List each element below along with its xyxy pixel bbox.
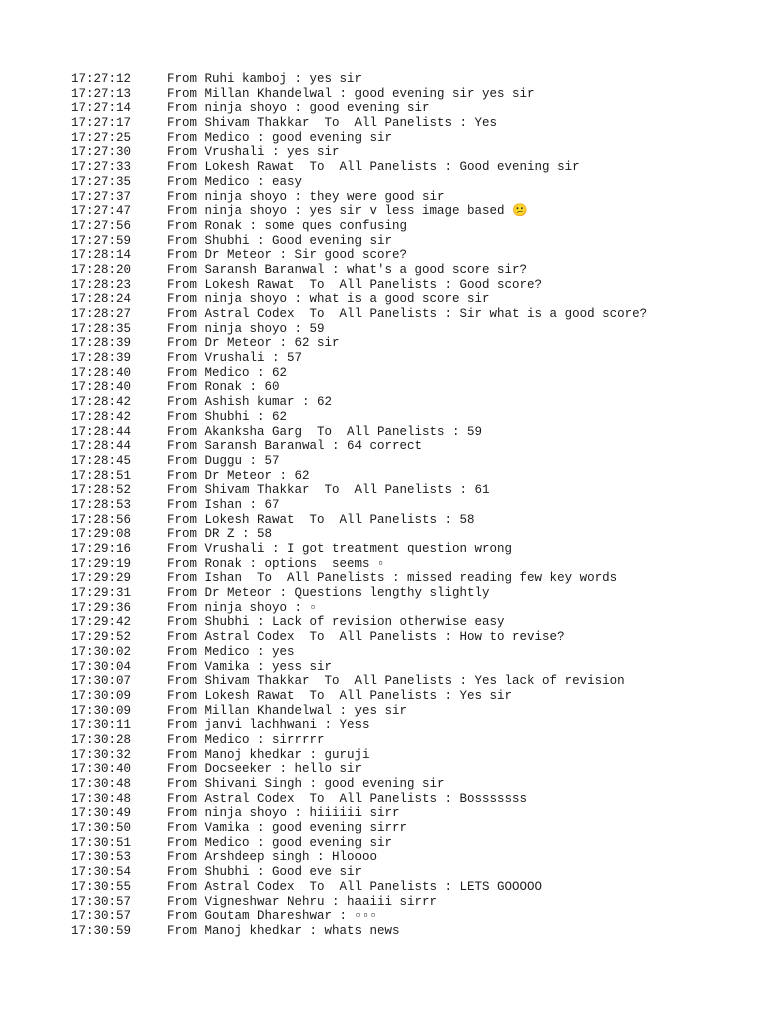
entry-message: From Medico : 62 <box>167 365 288 380</box>
entry-message: From Astral Codex To All Panelists : Sir what is a good score? <box>167 307 648 321</box>
entry-timestamp: 17:30:11 <box>71 718 132 733</box>
entry-timestamp: 17:30:55 <box>71 879 132 894</box>
entry-message: From Shubhi : 62 <box>167 409 288 424</box>
entry-timestamp: 17:27:14 <box>71 101 132 116</box>
entry-timestamp: 17:30:09 <box>71 688 132 703</box>
chat-log-entry <box>71 454 647 469</box>
entry-timestamp: 17:28:40 <box>71 380 132 395</box>
entry-timestamp: 17:27:37 <box>71 189 132 204</box>
chat-log-entry <box>71 674 647 689</box>
entry-timestamp: 17:30:53 <box>71 850 132 865</box>
entry-message: From Vrushali : I got treatment question wrong <box>167 542 513 556</box>
entry-timestamp: 17:30:50 <box>71 821 132 836</box>
entry-message: From Shivani Singh : good evening sir <box>167 777 445 791</box>
entry-timestamp: 17:30:09 <box>71 703 132 718</box>
entry-timestamp: 17:27:33 <box>71 160 132 175</box>
entry-timestamp: 17:30:04 <box>71 659 132 674</box>
entry-timestamp: 17:27:56 <box>71 218 132 233</box>
entry-timestamp: 17:27:30 <box>71 145 132 160</box>
entry-message: From Lokesh Rawat To All Panelists : 58 <box>167 512 475 527</box>
entry-message: From Astral Codex To All Panelists : How to revise? <box>167 630 565 645</box>
entry-timestamp: 17:28:23 <box>71 277 132 292</box>
entry-message: From Goutam Dhareshwar : ▫▫▫ <box>167 909 378 924</box>
chat-log-entry <box>71 557 647 572</box>
chat-log-entry <box>71 395 647 410</box>
chat-log-entry <box>71 234 647 249</box>
entry-timestamp: 17:27:59 <box>71 233 132 248</box>
entry-timestamp: 17:29:36 <box>71 600 132 615</box>
entry-timestamp: 17:28:44 <box>71 424 132 439</box>
entry-timestamp: 17:28:35 <box>71 321 132 336</box>
chat-log-entry <box>71 748 647 763</box>
chat-log-entry <box>71 909 647 924</box>
chat-log-entry <box>71 850 647 865</box>
entry-timestamp: 17:27:25 <box>71 130 132 145</box>
entry-message: From Vamika : good evening sirrr <box>167 821 408 836</box>
entry-message: From Vrushali : yes sir <box>167 145 340 160</box>
chat-log-entry <box>71 762 647 777</box>
chat-log-entry <box>71 116 647 131</box>
entry-message: From Shubhi : Lack of revision otherwise easy <box>167 615 505 630</box>
entry-message: From Manoj khedkar : whats news <box>167 923 400 938</box>
chat-log-entry <box>71 806 647 821</box>
chat-log-entry <box>71 498 647 513</box>
entry-timestamp: 17:28:24 <box>71 292 132 307</box>
entry-timestamp: 17:30:07 <box>71 674 132 689</box>
entry-timestamp: 17:28:56 <box>71 512 132 527</box>
entry-timestamp: 17:27:12 <box>71 72 132 86</box>
entry-message: From Saransh Baranwal : 64 correct <box>167 439 423 454</box>
entry-timestamp: 17:28:14 <box>71 248 132 263</box>
chat-log-entry <box>71 660 647 675</box>
chat-log-entry <box>71 248 647 263</box>
chat-log-entry <box>71 263 647 278</box>
chat-log-entry <box>71 704 647 719</box>
chat-log-entry <box>71 175 647 190</box>
entry-timestamp: 17:28:40 <box>71 365 132 380</box>
chat-log-entry <box>71 865 647 880</box>
entry-timestamp: 17:29:16 <box>71 542 132 556</box>
entry-message: From Astral Codex To All Panelists : Bosssssss <box>167 791 528 806</box>
entry-timestamp: 17:27:35 <box>71 174 132 189</box>
entry-message: From Millan Khandelwal : good evening sir yes sir <box>167 86 535 101</box>
entry-message: From Shivam Thakkar To All Panelists : 61 <box>167 483 490 498</box>
chat-log-entry <box>71 483 647 498</box>
entry-message: From Millan Khandelwal : yes sir <box>167 703 408 718</box>
chat-log-entry <box>71 821 647 836</box>
entry-message: From Medico : sirrrrr <box>167 732 325 747</box>
entry-timestamp: 17:30:57 <box>71 909 132 924</box>
entry-timestamp: 17:30:51 <box>71 835 132 850</box>
chat-log-entry <box>71 542 647 557</box>
entry-message: From Dr Meteor : Questions lengthy slightly <box>167 586 490 601</box>
entry-timestamp: 17:29:08 <box>71 527 132 542</box>
entry-message: From Ronak : options seems ▫ <box>167 556 385 571</box>
entry-message: From Ruhi kamboj : yes sir <box>167 72 363 86</box>
entry-timestamp: 17:30:48 <box>71 777 132 791</box>
chat-log-entry <box>71 322 647 337</box>
entry-message: From Astral Codex To All Panelists : LETS GOOOOO <box>167 879 543 894</box>
entry-message: From DR Z : 58 <box>167 527 273 542</box>
entry-timestamp: 17:28:44 <box>71 439 132 454</box>
entry-message: From Lokesh Rawat To All Panelists : Good score? <box>167 277 543 292</box>
chat-log-entry <box>71 87 647 102</box>
entry-timestamp: 17:27:47 <box>71 204 132 219</box>
entry-timestamp: 17:28:20 <box>71 262 132 277</box>
entry-message: From Ishan To All Panelists : missed reading few key words <box>167 571 618 586</box>
entry-timestamp: 17:30:28 <box>71 732 132 747</box>
chat-log-entry <box>71 380 647 395</box>
entry-message: From Arshdeep singh : Hloooo <box>167 850 378 865</box>
entry-message: From Vamika : yess sir <box>167 659 333 674</box>
entry-timestamp: 17:30:59 <box>71 923 132 938</box>
entry-message: From Saransh Baranwal : what's a good score sir? <box>167 262 528 277</box>
chat-log-entry <box>71 733 647 748</box>
entry-message: From Medico : yes <box>167 644 295 659</box>
entry-timestamp: 17:28:53 <box>71 497 132 512</box>
entry-timestamp: 17:28:39 <box>71 351 132 366</box>
chat-log-entry <box>71 895 647 910</box>
chat-log-entry <box>71 292 647 307</box>
entry-message: From Vigneshwar Nehru : haaiii sirrr <box>167 894 438 909</box>
entry-message: From ninja shoyo : yes sir v less image based 😕 <box>167 204 528 219</box>
entry-timestamp: 17:29:52 <box>71 630 132 645</box>
entry-message: From Ishan : 67 <box>167 497 280 512</box>
entry-timestamp: 17:30:48 <box>71 791 132 806</box>
chat-log-entry <box>71 527 647 542</box>
entry-timestamp: 17:28:52 <box>71 483 132 498</box>
entry-timestamp: 17:28:51 <box>71 468 132 483</box>
entry-timestamp: 17:29:29 <box>71 571 132 586</box>
entry-message: From ninja shoyo : ▫ <box>167 600 318 615</box>
entry-message: From ninja shoyo : hiiiiii sirr <box>167 806 400 821</box>
entry-timestamp: 17:29:42 <box>71 615 132 630</box>
entry-message: From Shubhi : Good eve sir <box>167 865 363 880</box>
entry-message: From Ronak : some ques confusing <box>167 218 408 233</box>
chat-log-entry <box>71 336 647 351</box>
chat-log-entry <box>71 190 647 205</box>
chat-log-entry <box>71 792 647 807</box>
entry-message: From Shivam Thakkar To All Panelists : Yes lack of revision <box>167 674 625 689</box>
entry-message: From Ashish kumar : 62 <box>167 395 333 410</box>
chat-log-entry <box>71 777 647 792</box>
entry-message: From Akanksha Garg To All Panelists : 59 <box>167 424 483 439</box>
entry-timestamp: 17:28:42 <box>71 395 132 410</box>
entry-timestamp: 17:30:32 <box>71 747 132 762</box>
chat-log-entry <box>71 586 647 601</box>
entry-message: From ninja shoyo : what is a good score sir <box>167 292 490 307</box>
chat-log-entry <box>71 718 647 733</box>
entry-timestamp: 17:30:40 <box>71 762 132 777</box>
entry-message: From Ronak : 60 <box>167 380 280 395</box>
chat-log <box>71 72 647 939</box>
entry-message: From janvi lachhwani : Yess <box>167 718 370 733</box>
entry-timestamp: 17:27:17 <box>71 116 132 131</box>
chat-log-entry <box>71 630 647 645</box>
entry-message: From Dr Meteor : 62 sir <box>167 336 340 351</box>
entry-timestamp: 17:28:27 <box>71 307 132 321</box>
entry-message: From Medico : good evening sir <box>167 130 393 145</box>
chat-log-entry <box>71 645 647 660</box>
entry-message: From Lokesh Rawat To All Panelists : Good evening sir <box>167 160 580 175</box>
entry-message: From Vrushali : 57 <box>167 351 303 366</box>
chat-log-entry <box>71 410 647 425</box>
chat-log-entry <box>71 101 647 116</box>
chat-log-entry <box>71 836 647 851</box>
entry-message: From Medico : easy <box>167 174 303 189</box>
chat-log-entry <box>71 278 647 293</box>
chat-log-entry <box>71 513 647 528</box>
chat-log-entry <box>71 145 647 160</box>
entry-timestamp: 17:28:42 <box>71 409 132 424</box>
entry-timestamp: 17:30:49 <box>71 806 132 821</box>
entry-message: From Medico : good evening sir <box>167 835 393 850</box>
entry-message: From ninja shoyo : they were good sir <box>167 189 445 204</box>
entry-message: From Duggu : 57 <box>167 453 280 468</box>
entry-message: From Shubhi : Good evening sir <box>167 233 393 248</box>
entry-timestamp: 17:30:54 <box>71 865 132 880</box>
chat-log-entry <box>71 689 647 704</box>
entry-timestamp: 17:28:39 <box>71 336 132 351</box>
entry-timestamp: 17:30:57 <box>71 894 132 909</box>
chat-log-entry <box>71 204 647 219</box>
entry-message: From Dr Meteor : Sir good score? <box>167 248 408 263</box>
chat-log-entry <box>71 351 647 366</box>
entry-message: From Manoj khedkar : guruji <box>167 747 370 762</box>
entry-message: From Lokesh Rawat To All Panelists : Yes sir <box>167 688 513 703</box>
entry-timestamp: 17:29:19 <box>71 556 132 571</box>
chat-log-entry <box>71 924 647 939</box>
chat-log-entry <box>71 601 647 616</box>
entry-timestamp: 17:29:31 <box>71 586 132 601</box>
chat-log-entry <box>71 366 647 381</box>
entry-message: From Shivam Thakkar To All Panelists : Yes <box>167 116 498 131</box>
chat-log-entry <box>71 469 647 484</box>
chat-log-entry <box>71 425 647 440</box>
chat-log-entry <box>71 439 647 454</box>
entry-message: From ninja shoyo : 59 <box>167 321 325 336</box>
chat-log-entry <box>71 72 647 87</box>
entry-message: From Dr Meteor : 62 <box>167 468 310 483</box>
chat-log-entry <box>71 219 647 234</box>
chat-log-entry <box>71 880 647 895</box>
chat-log-entry <box>71 307 647 322</box>
entry-timestamp: 17:30:02 <box>71 644 132 659</box>
chat-log-entry <box>71 160 647 175</box>
chat-log-entry <box>71 131 647 146</box>
entry-timestamp: 17:27:13 <box>71 86 132 101</box>
entry-timestamp: 17:28:45 <box>71 453 132 468</box>
entry-message: From ninja shoyo : good evening sir <box>167 101 430 116</box>
chat-log-entry <box>71 571 647 586</box>
chat-log-entry <box>71 615 647 630</box>
entry-message: From Docseeker : hello sir <box>167 762 363 777</box>
